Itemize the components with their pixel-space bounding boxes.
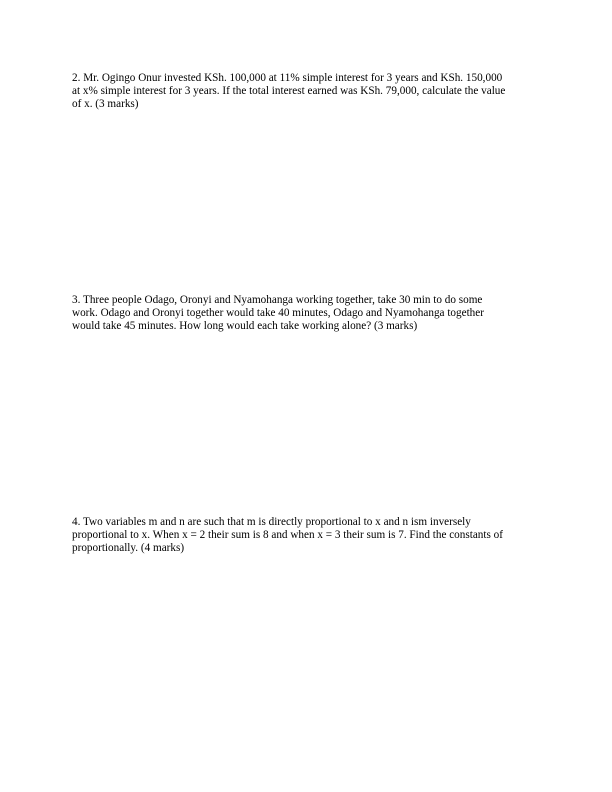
question-3-line-2: work. Odago and Oronyi together would take 40 minutes, Odago and Nyamohanga together — [72, 306, 484, 319]
question-2-line-3: of x. (3 marks) — [72, 97, 139, 110]
question-2 — [72, 72, 542, 110]
question-2-line-2: at x% simple interest for 3 years. If the total interest earned was KSh. 79,000, calculate the value — [72, 84, 506, 97]
question-4-line-2: proportional to x. When x = 2 their sum is 8 and when x = 3 their sum is 7. Find the constants of — [72, 528, 503, 541]
question-4 — [72, 516, 542, 554]
question-4-line-1: 4. Two variables m and n are such that m is directly proportional to x and n ism inversely — [72, 516, 471, 528]
question-3-line-1: 3. Three people Odago, Oronyi and Nyamohanga working together, take 30 min to do some — [72, 294, 483, 306]
question-4-line-3: proportionally. (4 marks) — [72, 541, 185, 554]
question-3 — [72, 294, 542, 332]
question-3-line-3: would take 45 minutes. How long would each take working alone? (3 marks) — [72, 319, 418, 332]
question-2-line-1: 2. Mr. Ogingo Onur invested KSh. 100,000 at 11% simple interest for 3 years and KSh. 150,000 — [72, 72, 503, 84]
